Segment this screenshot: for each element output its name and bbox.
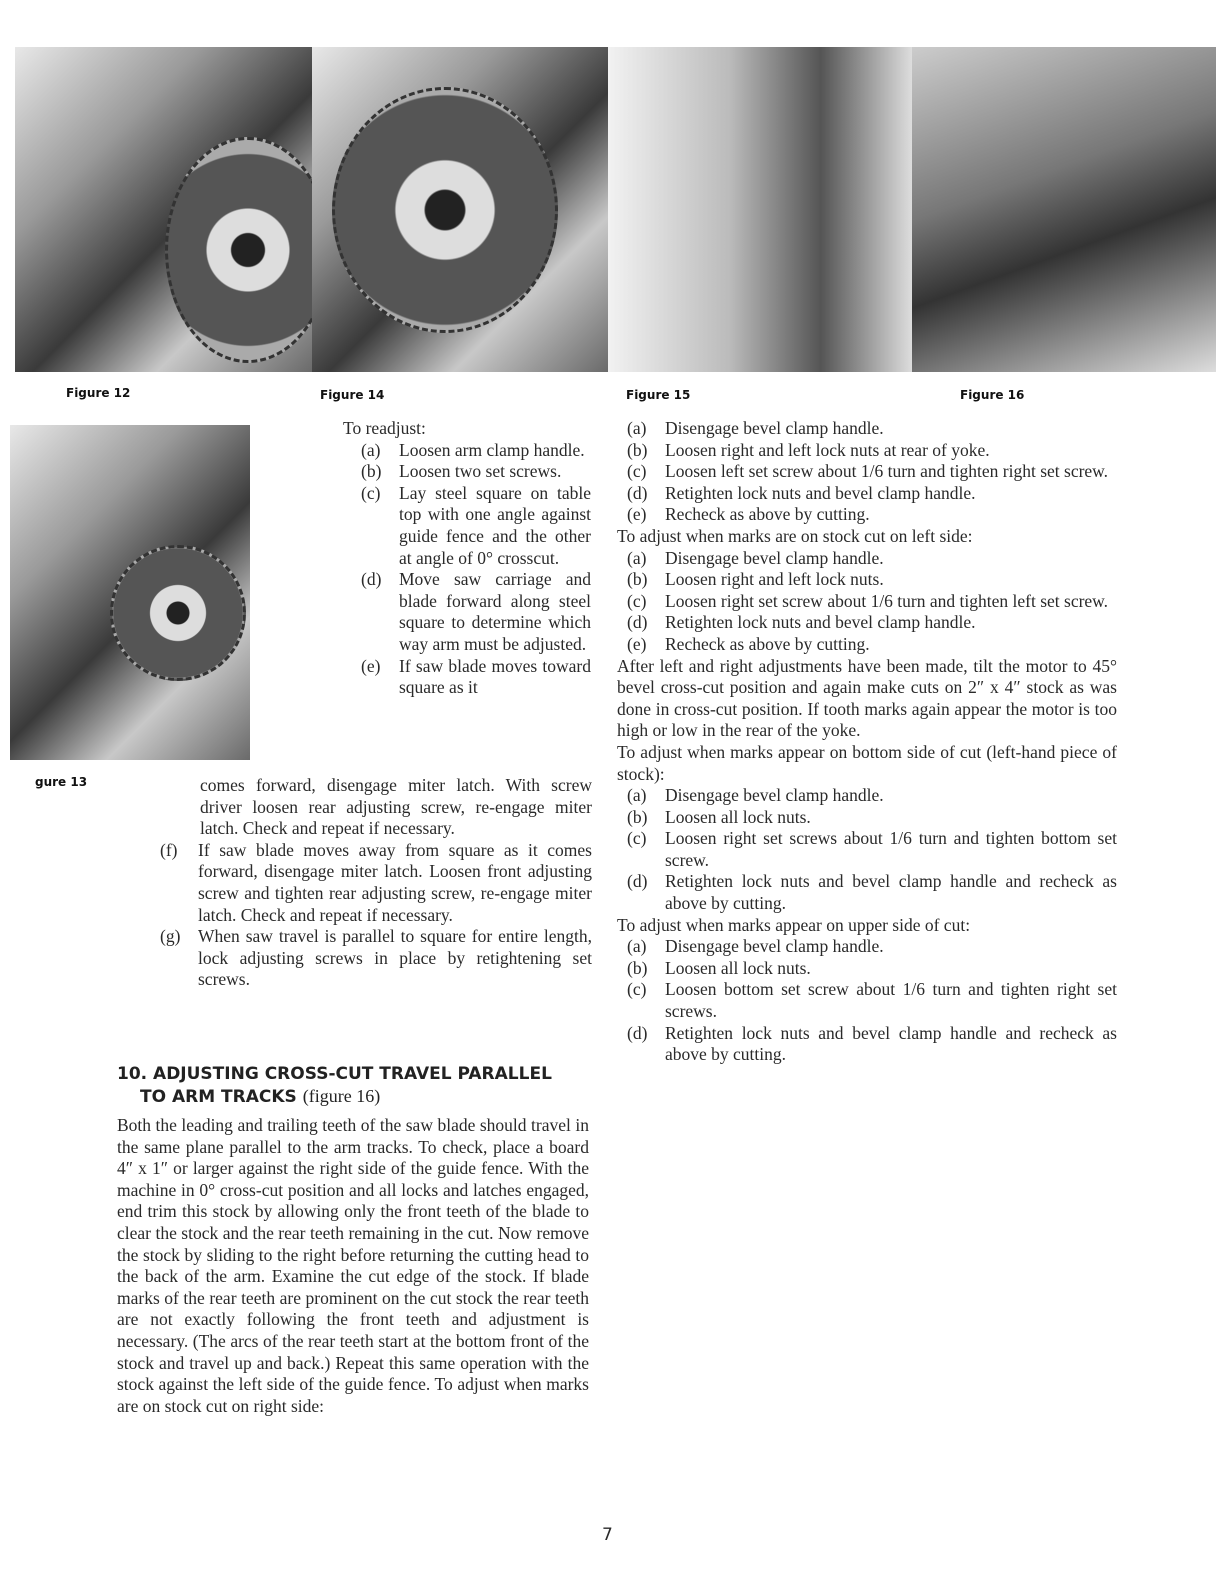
- item-text: When saw travel is parallel to square for entire length, lock adjusting screws in place by retightening set screws.: [198, 926, 592, 990]
- figure-14-caption: Figure 14: [320, 388, 385, 402]
- list-item: [627, 828, 1117, 871]
- item-text: Loosen right set screws about 1/6 turn and tighten bottom set screw.: [665, 828, 1117, 870]
- item-text: Retighten lock nuts and bevel clamp handle.: [665, 612, 976, 633]
- list-item: [627, 979, 1117, 1022]
- list-item: [361, 440, 591, 462]
- item-text: Loosen bottom set screw about 1/6 turn and tighten right set screws.: [665, 979, 1117, 1022]
- item-text: Loosen right and left lock nuts.: [665, 569, 884, 590]
- step-e-continuation: comes forward, disengage miter latch. With screw driver loosen rear adjusting screw, re-engage miter latch. Check and repeat if necessary. (f) If saw blade moves away from square as it comes forward, disengage miter latch. Loosen front adjusting screw and tighten rear adjusting screw, re-engage miter latch. Check and repeat if necessary. (g) When saw travel is parallel to square for entire length, lock adjusting screws in place by retightening set screws.: [160, 775, 592, 990]
- item-label: (c): [627, 828, 647, 849]
- item-text: Loosen all lock nuts.: [665, 806, 811, 827]
- list-item: [627, 504, 1117, 526]
- item-text: Lay steel square on table top with one angle against guide fence and the other at angle of 0° crosscut.: [399, 482, 591, 568]
- item-label: (e): [627, 504, 647, 525]
- section-paragraph: Both the leading and trailing teeth of the saw blade should travel in the same plane parallel to the arm tracks. To check, place a board 4″ x 1″ or larger against the right side of the guide fence. With the machine in 0° cross-cut position and all locks and latches engaged, end trim this stock by allowing only the front teeth of the blade to clear the stock and the rear teeth remaining in the cut. Now remove the stock by sliding to the right before returning the cutting head to the back of the arm. Examine the cut edge of the stock. If blade marks of the rear teeth are prominent on the cut stock the rear teeth are not exactly following the front teeth and adjustment is necessary. (The arcs of the rear teeth start at the bottom front of the stock and travel up and back.) Repeat this same operation with the stock against the left side of the guide fence. To adjust when marks are on stock cut on right side:: [117, 1115, 589, 1416]
- figure-15-caption: Figure 15: [626, 388, 691, 402]
- item-text: Recheck as above by cutting.: [665, 633, 870, 654]
- list-item: [627, 548, 1117, 570]
- item-text: Disengage bevel clamp handle.: [665, 785, 884, 806]
- list-item: [627, 569, 1117, 591]
- list-item: [627, 785, 1117, 807]
- item-text: Loosen two set screws.: [399, 461, 562, 482]
- item-text: Loosen arm clamp handle.: [399, 439, 585, 460]
- item-text: Loosen left set screw about 1/6 turn and tighten right set screw.: [665, 461, 1109, 482]
- item-label: (d): [627, 612, 648, 633]
- item-label: (f): [160, 839, 178, 860]
- item-label: (b): [627, 569, 648, 590]
- item-label: (c): [627, 979, 647, 1000]
- list-item: [627, 958, 1117, 980]
- list-item: [361, 656, 591, 699]
- item-text: Disengage bevel clamp handle.: [665, 936, 884, 957]
- item-label: (b): [627, 957, 648, 978]
- item-label: (c): [361, 482, 381, 503]
- item-label: (g): [160, 926, 181, 947]
- readjust-steps: [343, 418, 591, 699]
- list-item: [361, 461, 591, 483]
- item-text: Recheck as above by cutting.: [665, 504, 870, 525]
- item-text: Loosen right and left lock nuts at rear of yoke.: [665, 439, 990, 460]
- figure-13-caption: gure 13: [35, 775, 88, 789]
- figure-12-photo: [15, 47, 312, 372]
- item-text: Disengage bevel clamp handle.: [665, 418, 884, 438]
- item-label: (a): [627, 418, 647, 438]
- item-text: Loosen right set screw about 1/6 turn and tighten left set screw.: [665, 590, 1109, 611]
- list-item: [627, 634, 1117, 656]
- list-item: [627, 418, 1117, 440]
- item-label: (c): [627, 590, 647, 611]
- item-text: Retighten lock nuts and bevel clamp handle.: [665, 482, 976, 503]
- list-item: [627, 483, 1117, 505]
- item-text: Loosen all lock nuts.: [665, 957, 811, 978]
- item-text: Retighten lock nuts and bevel clamp handle and recheck as above by cutting.: [665, 1022, 1117, 1065]
- page-number: 7: [602, 1525, 613, 1545]
- list-item: [627, 612, 1117, 634]
- item-label: (b): [361, 461, 382, 482]
- list-item: [160, 840, 592, 926]
- list-item: [627, 936, 1117, 958]
- list-item: [627, 807, 1117, 829]
- figure-16-caption: Figure 16: [960, 388, 1025, 402]
- item-label: (c): [627, 461, 647, 482]
- item-text: Retighten lock nuts and bevel clamp handle and recheck as above by cutting.: [665, 871, 1117, 914]
- item-text: If saw blade moves away from square as it comes forward, disengage miter latch. Loosen front adjusting screw and tighten rear adjusting screw, re-engage miter latch. Check and repeat if necessary.: [198, 839, 592, 925]
- item-label: (a): [627, 547, 647, 568]
- item-label: (a): [627, 936, 647, 957]
- item-text: Move saw carriage and blade forward along steel square to determine which way arm must be adjusted.: [399, 569, 591, 654]
- readjust-intro: To readjust:: [343, 418, 426, 438]
- item-label: (d): [627, 482, 648, 503]
- list-item: [627, 1023, 1117, 1066]
- item-label: (a): [627, 785, 647, 806]
- section-heading: 10. ADJUSTING CROSS-CUT TRAVEL PARALLEL TO ARM TRACKS (figure 16): [117, 1064, 552, 1107]
- figure-16-photo: [912, 47, 1216, 372]
- list-item: [627, 591, 1117, 613]
- item-label: (d): [627, 1022, 648, 1043]
- item-label: (a): [361, 439, 381, 460]
- list-item: [627, 440, 1117, 462]
- item-label: (d): [361, 569, 382, 590]
- list-item: [627, 871, 1117, 914]
- figure-14-photo: [312, 47, 608, 372]
- figure-12-caption: Figure 12: [66, 386, 131, 400]
- list-item: [160, 926, 592, 991]
- item-text: Disengage bevel clamp handle.: [665, 547, 884, 568]
- item-label: (e): [627, 633, 647, 654]
- right-column: (a) Disengage bevel clamp handle. (b) Loosen right and left lock nuts at rear of yoke. (c) Loosen left set screw about 1/6 turn and tighten right set screw. (d) Retighten lock nuts and bevel clamp handle. (e) Recheck as above by cutting. To adjust when marks are on stock cut on left side: (a) Disengage bevel clamp handle. (b) Loosen right and left lock nuts. (c) Loosen right set screw about 1/6 turn and tighten left set screw. (d) Retighten lock nuts and bevel clamp handle. (e) Recheck as above by cutting. After left and right adjustments have been made, tilt the motor to 45° bevel cross-cut position and again make cuts on 2″ x 4″ stock as was done in cross-cut position. If tooth marks again appear the motor is too high or low in the rear of the yoke. To adjust when marks appear on bottom side of cut (left-hand piece of stock): (a) Disengage bevel clamp handle. (b) Loosen all lock nuts. (c) Loosen right set screws about 1/6 turn and tighten bottom set screw. (d) Retighten lock nuts and bevel clamp handle and recheck as above by cutting. To adjust when marks appear on upper side of cut: (a) Disengage bevel clamp handle. (b) Loosen all lock nuts. (c) Loosen bottom set screw about 1/6 turn and tighten right set screws. (d) Retighten lock nuts and bevel clamp handle and recheck as above by cutting.: [617, 418, 1117, 1065]
- figure-13-photo: [10, 425, 250, 760]
- figure-15-photo: [608, 47, 912, 372]
- list-item: [361, 483, 591, 569]
- list-item: [627, 461, 1117, 483]
- item-label: (b): [627, 806, 648, 827]
- list-item: [361, 569, 591, 655]
- item-label: (e): [361, 655, 381, 676]
- item-label: (d): [627, 871, 648, 892]
- item-label: (b): [627, 439, 648, 460]
- item-text: If saw blade moves toward square as it: [399, 655, 591, 698]
